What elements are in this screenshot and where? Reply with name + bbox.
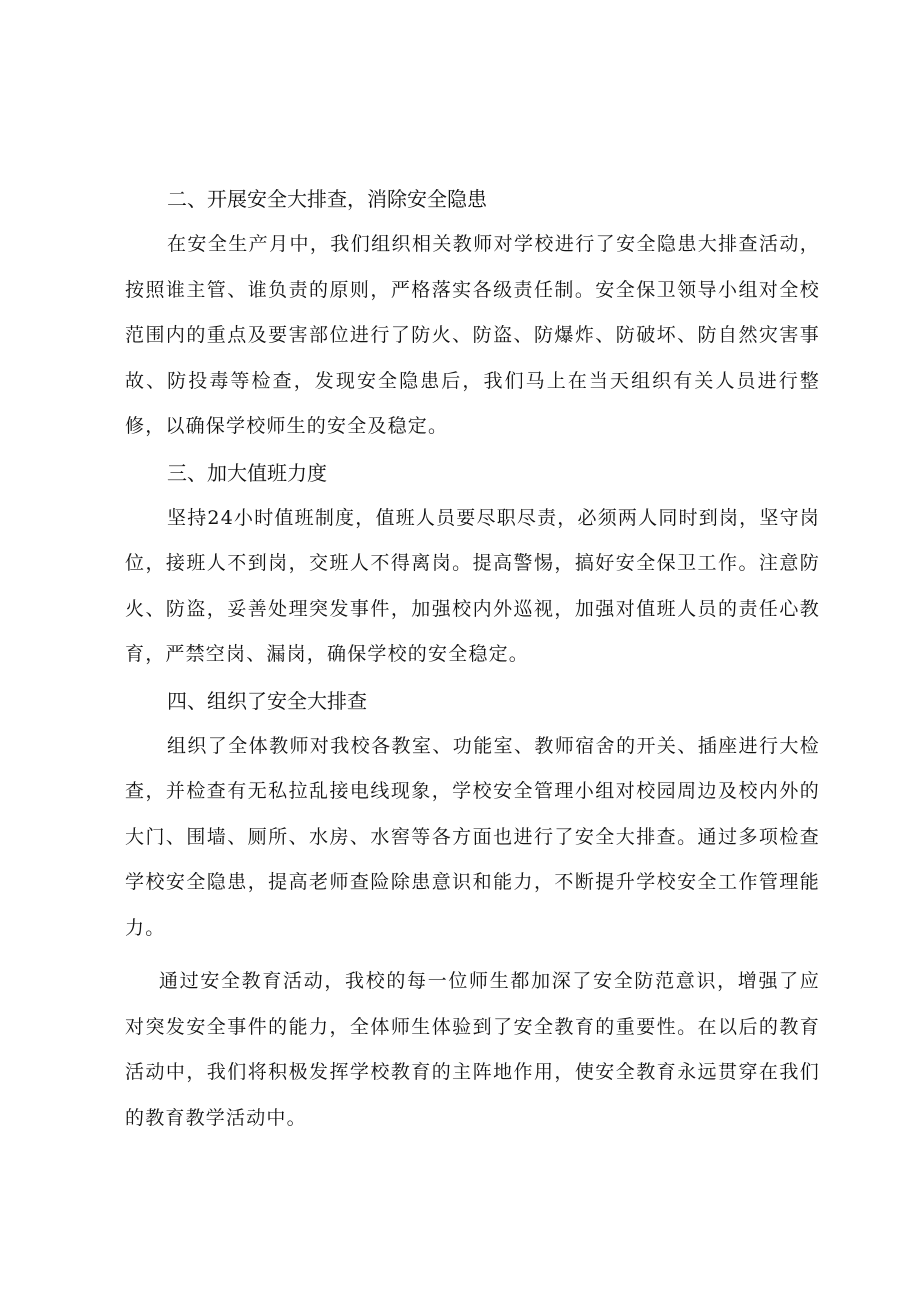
section-paragraph-3: 坚持24小时值班制度，值班人员要尽职尽责，必须两人同时到岗，坚守岗位，接班人不到岗，交班人不得离岗。提高警惕，搞好安全保卫工作。注意防火、防盗，妥善处理突发事件，加强校内外巡视，加强对值班人员的责任心教育，严禁空岗、漏岗，确保学校的安全稳定。 bbox=[125, 506, 820, 665]
section-paragraph-2: 在安全生产月中，我们组织相关教师对学校进行了安全隐患大排查活动，按照谁主管、谁负责的原则，严格落实各级责任制。安全保卫领导小组对全校范围内的重点及要害部位进行了防火、防盗、防爆炸、防破坏、防自然灾害事故、防投毒等检查，发现安全隐患后，我们马上在当天组织有关人员进行整修，以确保学校师生的安全及稳定。 bbox=[125, 233, 820, 437]
document-body bbox=[125, 176, 820, 1141]
section-heading-4: 四、组织了安全大排查 bbox=[167, 688, 367, 713]
closing-paragraph: 通过安全教育活动，我校的每一位师生都加深了安全防范意识，增强了应对突发安全事件的能力，全体师生体验到了安全教育的重要性。在以后的教育活动中，我们将积极发挥学校教育的主阵地作用，使安全教育永远贯穿在我们的教育教学活动中。 bbox=[125, 970, 820, 1129]
section-heading-3: 三、加大值班力度 bbox=[167, 460, 327, 485]
section-paragraph-4: 组织了全体教师对我校各教室、功能室、教师宿舍的开关、插座进行大检查，并检查有无私拉乱接电线现象，学校安全管理小组对校园周边及校内外的大门、围墙、厕所、水房、水窖等各方面也进行了安全大排查。通过多项检查学校安全隐患，提高老师查险除患意识和能力，不断提升学校安全工作管理能力。 bbox=[125, 734, 820, 939]
section-heading-2: 二、开展安全大排查，消除安全隐患 bbox=[167, 187, 487, 211]
